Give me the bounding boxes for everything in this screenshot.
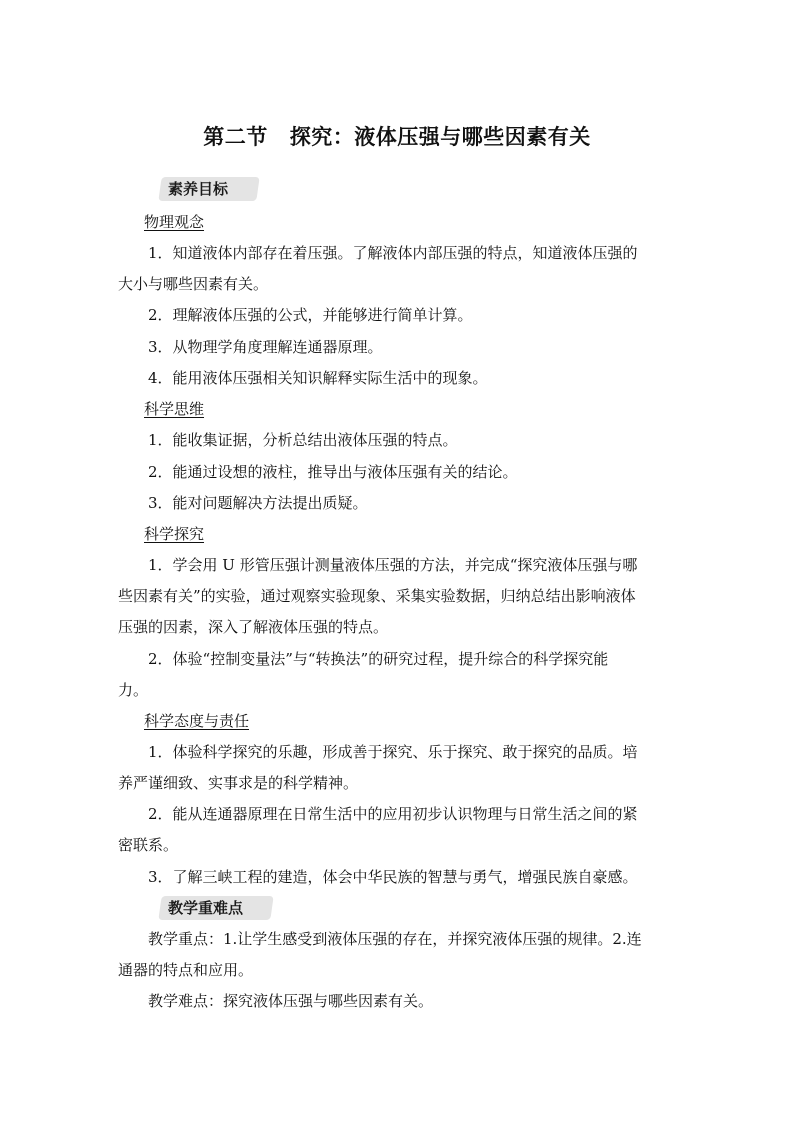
attitude-item-3: 3．了解三峡工程的建造，体会中华民族的智慧与勇气，增强民族自豪感。	[148, 868, 638, 886]
physics-item-1: 1．知道液体内部存在着压强。了解液体内部压强的特点，知道液体压强的	[148, 244, 638, 262]
page-title	[0, 121, 794, 151]
teaching-focus-cont: 通器的特点和应用。	[118, 961, 254, 979]
literacy-goals-badge: 素养目标	[158, 177, 259, 201]
inquiry-item-2-cont: 力。	[118, 681, 149, 699]
physics-item-3: 3．从物理学角度理解连通器原理。	[148, 338, 383, 356]
inquiry-item-2: 2．体验“控制变量法”与“转换法”的研究过程，提升综合的科学探究能	[148, 650, 609, 668]
thinking-item-1: 1．能收集证据，分析总结出液体压强的特点。	[148, 431, 458, 449]
key-difficult-points-badge: 教学重难点	[158, 896, 273, 920]
section-number: 第二节	[203, 124, 268, 149]
attitude-item-2-cont: 密联系。	[118, 836, 179, 854]
teaching-focus: 教学重点：1.让学生感受到液体压强的存在，并探究液体压强的规律。2.连	[148, 930, 642, 948]
physics-concept-heading: 物理观念	[144, 213, 205, 231]
inquiry-item-1: 1．学会用 U 形管压强计测量液体压强的方法，并完成“探究液体压强与哪	[148, 556, 638, 574]
attitude-item-2: 2．能从连通器原理在日常生活中的应用初步认识物理与日常生活之间的紧	[148, 805, 638, 823]
attitude-item-1-cont: 养严谨细致、实事求是的科学精神。	[118, 774, 359, 792]
thinking-item-2: 2．能通过设想的液柱，推导出与液体压强有关的结论。	[148, 463, 518, 481]
scientific-thinking-heading: 科学思维	[144, 400, 205, 418]
teaching-difficulty: 教学难点：探究液体压强与哪些因素有关。	[148, 992, 434, 1010]
scientific-inquiry-heading: 科学探究	[144, 525, 205, 543]
physics-item-2: 2．理解液体压强的公式，并能够进行简单计算。	[148, 306, 473, 324]
attitude-item-1: 1．体验科学探究的乐趣，形成善于探究、乐于探究、敢于探究的品质。培	[148, 743, 638, 761]
attitude-responsibility-heading: 科学态度与责任	[144, 712, 250, 730]
physics-item-4: 4．能用液体压强相关知识解释实际生活中的现象。	[148, 369, 488, 387]
thinking-item-3: 3．能对问题解决方法提出质疑。	[148, 494, 368, 512]
inquiry-item-1-cont: 些因素有关”的实验，通过观察实验现象、采集实验数据，归纳总结出影响液体	[118, 587, 636, 605]
section-title: 探究：液体压强与哪些因素有关	[289, 124, 591, 149]
inquiry-item-1-cont2: 压强的因素，深入了解液体压强的特点。	[118, 618, 389, 636]
physics-item-1-cont: 大小与哪些因素有关。	[118, 275, 269, 293]
